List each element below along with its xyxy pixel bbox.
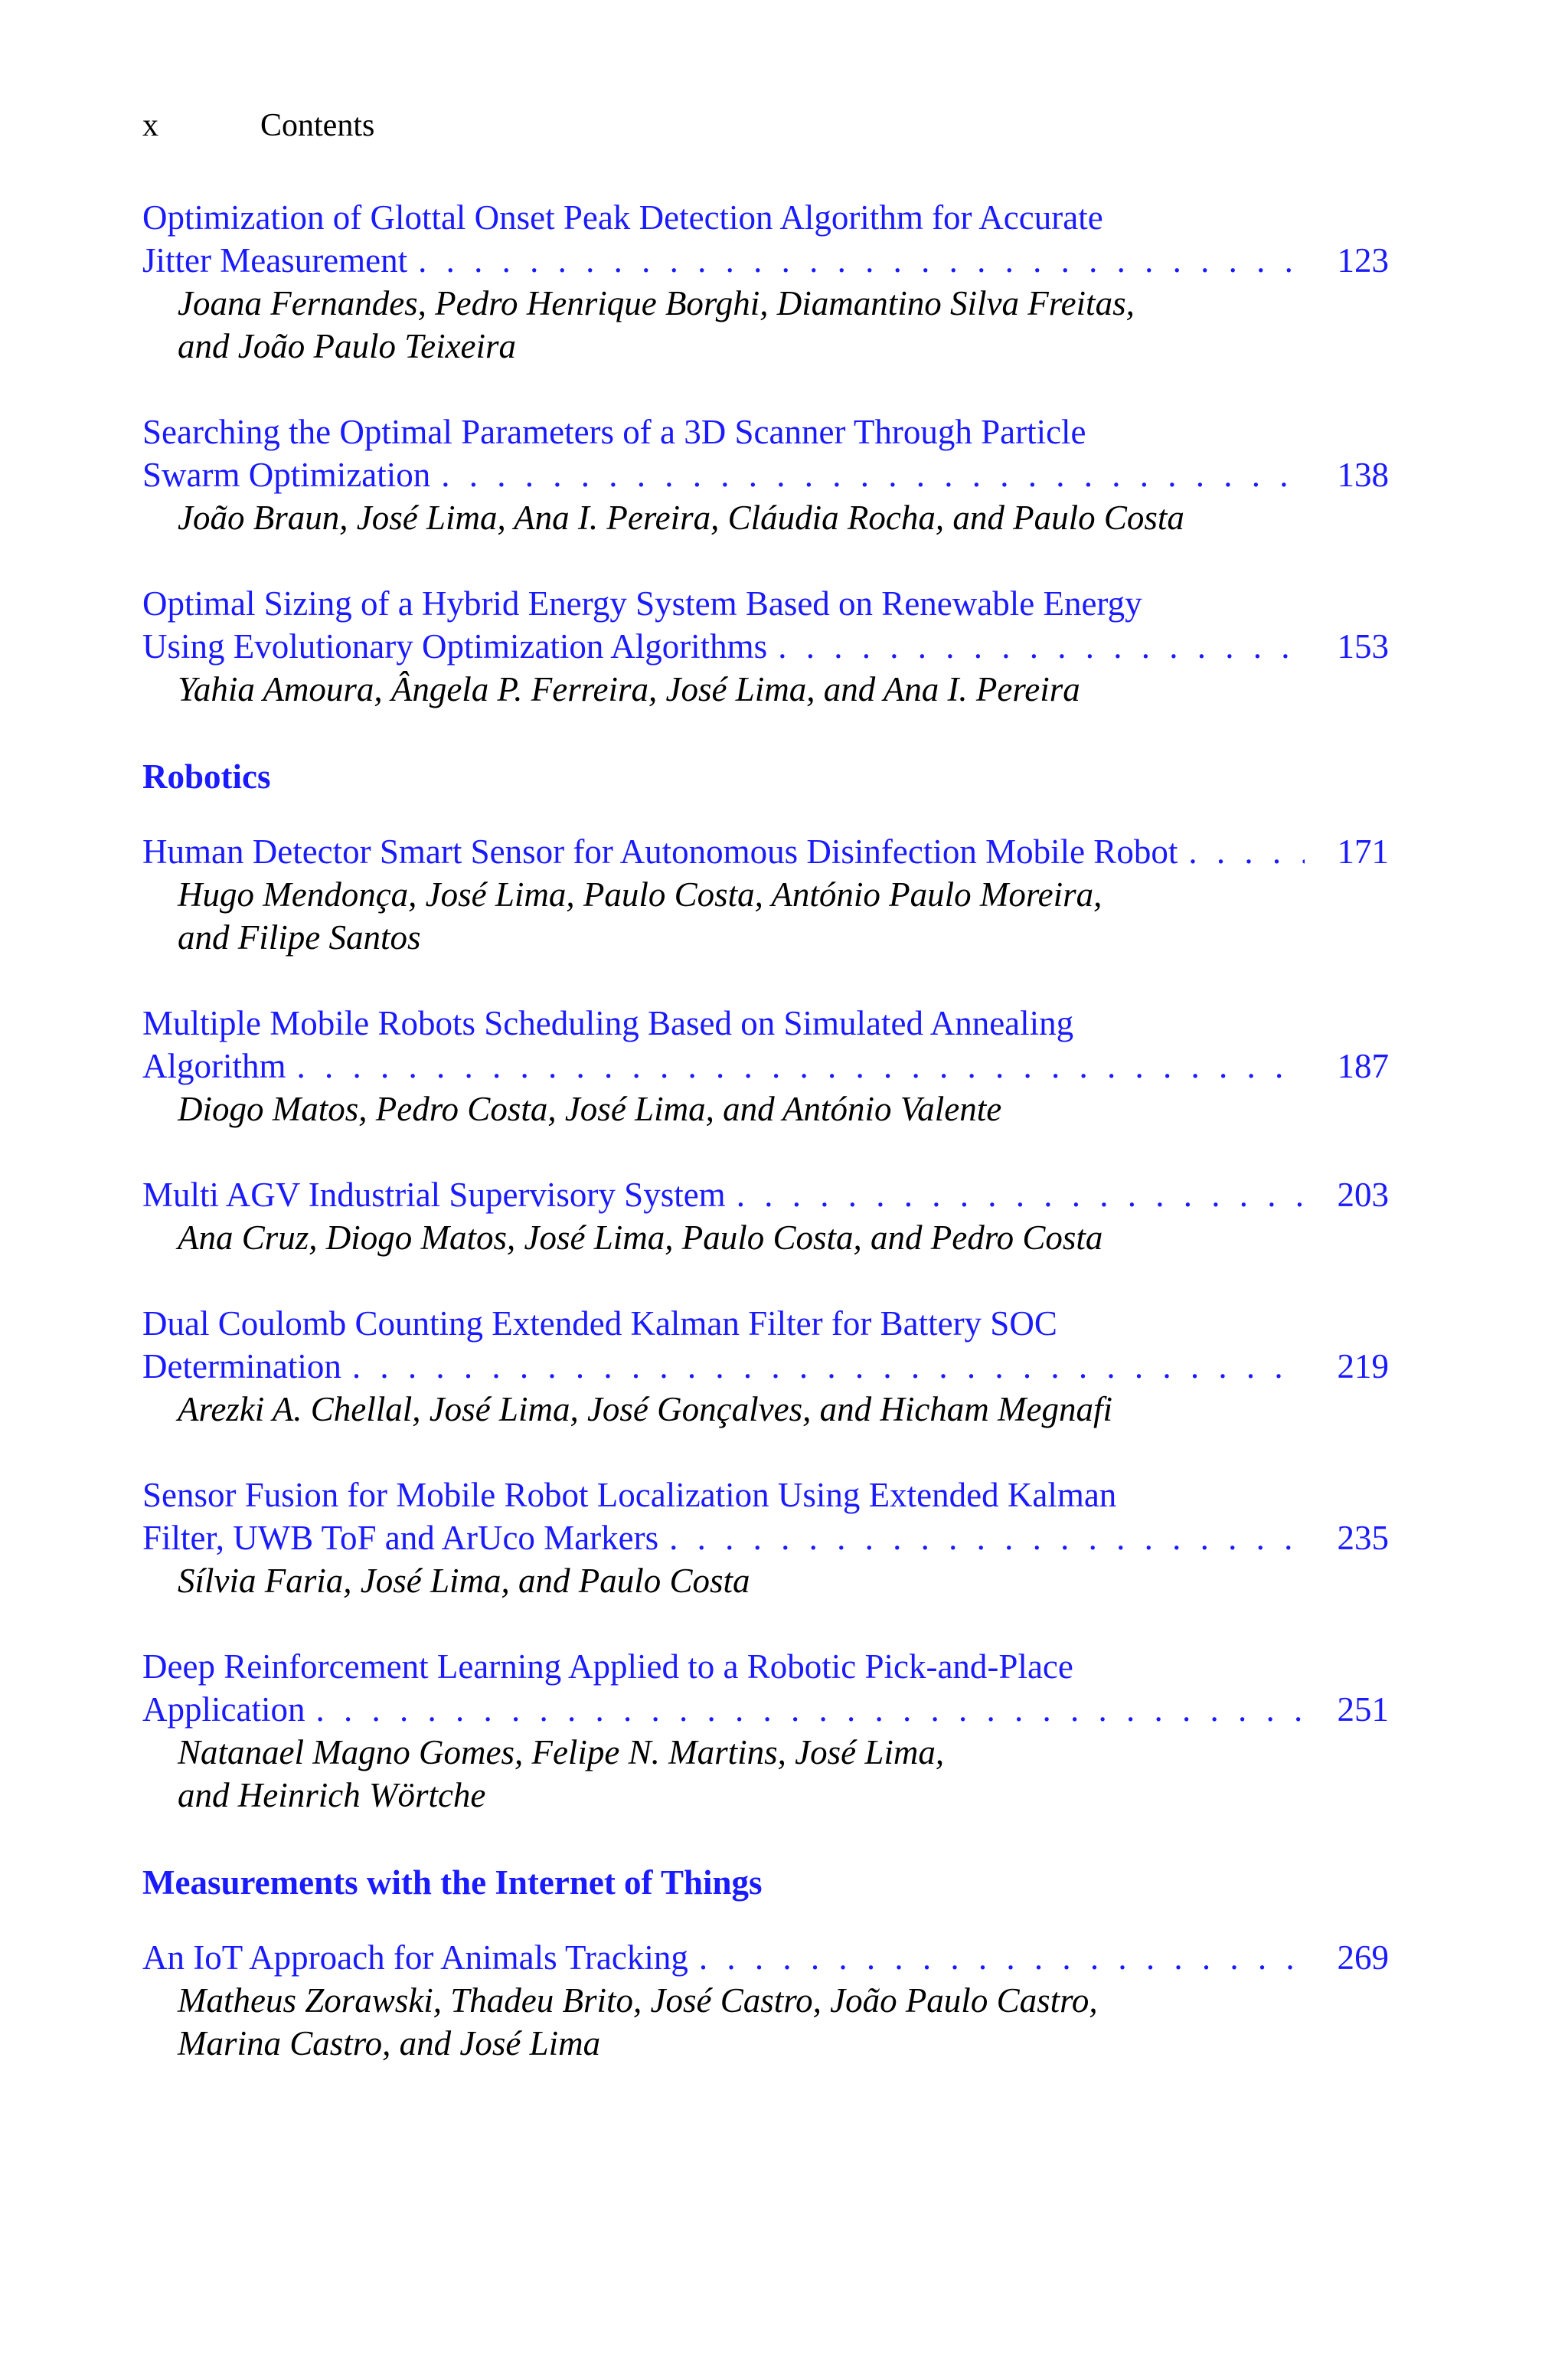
toc-entry-title-leader[interactable] <box>142 1688 1389 1731</box>
dot-leader <box>315 1688 1305 1731</box>
toc-entry-title-end[interactable]: An IoT Approach for Animals Tracking <box>142 1938 688 1977</box>
author-line: and Heinrich Wörtche <box>178 1776 486 1814</box>
toc-entry[interactable] <box>142 1173 1389 1259</box>
toc-page-number[interactable]: 235 <box>1337 1519 1389 1557</box>
toc-entry-title-end[interactable]: Algorithm <box>142 1047 286 1085</box>
author-line: Joana Fernandes, Pedro Henrique Borghi, Diamantino Silva Freitas, <box>178 284 1135 322</box>
author-line: Yahia Amoura, Ângela P. Ferreira, José Lima, and Ana I. Pereira <box>178 670 1080 708</box>
toc-entry[interactable] <box>142 1474 1389 1602</box>
section-heading-robotics[interactable]: Robotics <box>142 757 271 796</box>
toc-page-number[interactable]: 251 <box>1337 1690 1389 1729</box>
toc-entry-authors <box>178 1979 1265 2065</box>
dot-leader <box>699 1936 1305 1979</box>
toc-entry[interactable] <box>142 582 1389 711</box>
dot-leader <box>778 625 1305 668</box>
toc-entry-title-leader[interactable] <box>142 830 1389 873</box>
toc-entry-authors <box>178 282 1265 368</box>
toc-entry-title-end[interactable]: Human Detector Smart Sensor for Autonomous Disinfection Mobile Robot <box>142 832 1178 871</box>
toc-entry-title-leader[interactable] <box>142 1345 1389 1388</box>
toc-page-number[interactable]: 219 <box>1337 1347 1389 1385</box>
author-line: Natanael Magno Gomes, Felipe N. Martins, José Lima, <box>178 1733 945 1771</box>
table-of-contents <box>142 196 1389 2065</box>
toc-entry-title-end[interactable]: Jitter Measurement <box>142 241 408 280</box>
dot-leader <box>737 1173 1305 1216</box>
toc-entry-title-leader[interactable] <box>142 625 1389 668</box>
toc-page-number[interactable]: 138 <box>1337 456 1389 494</box>
toc-entry-authors <box>178 668 1265 711</box>
dot-leader <box>297 1045 1305 1088</box>
toc-entry[interactable] <box>142 1936 1389 2065</box>
toc-entry-title[interactable]: Sensor Fusion for Mobile Robot Localization Using Extended Kalman <box>142 1476 1117 1514</box>
toc-page-number[interactable]: 203 <box>1337 1176 1389 1214</box>
toc-entry-title-leader[interactable] <box>142 239 1389 282</box>
toc-entry-authors <box>178 496 1265 539</box>
author-line: João Braun, José Lima, Ana I. Pereira, Cláudia Rocha, and Paulo Costa <box>178 499 1184 537</box>
author-line: Arezki A. Chellal, José Lima, José Gonçalves, and Hicham Megnafi <box>178 1390 1113 1428</box>
section-heading-iot[interactable]: Measurements with the Internet of Things <box>142 1863 763 1902</box>
toc-page-number[interactable]: 187 <box>1337 1047 1389 1085</box>
toc-entry[interactable] <box>142 1645 1389 1817</box>
dot-leader <box>441 453 1305 496</box>
toc-entry-title-end[interactable]: Multi AGV Industrial Supervisory System <box>142 1176 726 1214</box>
toc-entry[interactable] <box>142 411 1389 539</box>
toc-entry[interactable] <box>142 196 1389 368</box>
author-line: Ana Cruz, Diogo Matos, José Lima, Paulo Costa, and Pedro Costa <box>178 1218 1103 1257</box>
toc-entry-authors <box>178 1731 1265 1817</box>
toc-entry-title-end[interactable]: Application <box>142 1690 305 1729</box>
toc-entry-title-end[interactable]: Using Evolutionary Optimization Algorithms <box>142 627 768 666</box>
page-folio: x <box>142 108 158 143</box>
author-line: Diogo Matos, Pedro Costa, José Lima, and António Valente <box>178 1090 1002 1128</box>
toc-page-number[interactable]: 269 <box>1337 1938 1389 1977</box>
toc-entry-authors <box>178 1216 1265 1259</box>
author-line: Hugo Mendonça, José Lima, Paulo Costa, António Paulo Moreira, <box>178 875 1102 914</box>
toc-entry-authors <box>178 1088 1265 1130</box>
toc-entry-authors <box>178 1559 1265 1602</box>
toc-entry-title-end[interactable]: Swarm Optimization <box>142 456 431 494</box>
author-line: and João Paulo Teixeira <box>178 327 517 365</box>
toc-entry-title-end[interactable]: Determination <box>142 1347 341 1385</box>
toc-entry-title[interactable]: Deep Reinforcement Learning Applied to a Robotic Pick-and-Place <box>142 1647 1073 1686</box>
author-line: Matheus Zorawski, Thadeu Brito, José Castro, João Paulo Castro, <box>178 1981 1098 2020</box>
toc-entry-authors <box>178 873 1265 959</box>
author-line: Sílvia Faria, José Lima, and Paulo Costa <box>178 1562 750 1600</box>
running-head <box>142 104 374 147</box>
author-line: and Filipe Santos <box>178 918 421 957</box>
toc-entry-title-end[interactable]: Filter, UWB ToF and ArUco Markers <box>142 1519 659 1557</box>
toc-entry[interactable] <box>142 1002 1389 1130</box>
toc-entry-authors <box>178 1388 1265 1431</box>
author-line: Marina Castro, and José Lima <box>178 2024 601 2062</box>
toc-entry-title-leader[interactable] <box>142 1045 1389 1088</box>
toc-entry-title[interactable]: Optimization of Glottal Onset Peak Detection Algorithm for Accurate <box>142 198 1103 237</box>
toc-entry-title-leader[interactable] <box>142 1936 1389 1979</box>
toc-entry-title-leader[interactable] <box>142 1173 1389 1216</box>
toc-entry-title-leader[interactable] <box>142 453 1389 496</box>
toc-entry-title[interactable]: Optimal Sizing of a Hybrid Energy System Based on Renewable Energy <box>142 584 1142 623</box>
toc-entry-title[interactable]: Searching the Optimal Parameters of a 3D Scanner Through Particle <box>142 413 1086 451</box>
dot-leader <box>669 1516 1305 1559</box>
toc-entry-title[interactable]: Multiple Mobile Robots Scheduling Based on Simulated Annealing <box>142 1004 1074 1042</box>
toc-page-number[interactable]: 123 <box>1337 241 1389 280</box>
toc-page-number[interactable]: 153 <box>1337 627 1389 666</box>
dot-leader <box>418 239 1305 282</box>
toc-entry-title[interactable]: Dual Coulomb Counting Extended Kalman Filter for Battery SOC <box>142 1304 1057 1343</box>
dot-leader <box>1188 830 1305 873</box>
toc-entry-title-leader[interactable] <box>142 1516 1389 1559</box>
toc-entry[interactable] <box>142 1302 1389 1431</box>
dot-leader <box>352 1345 1305 1388</box>
toc-entry[interactable] <box>142 830 1389 959</box>
running-title: Contents <box>260 108 375 143</box>
toc-page-number[interactable]: 171 <box>1337 832 1389 871</box>
